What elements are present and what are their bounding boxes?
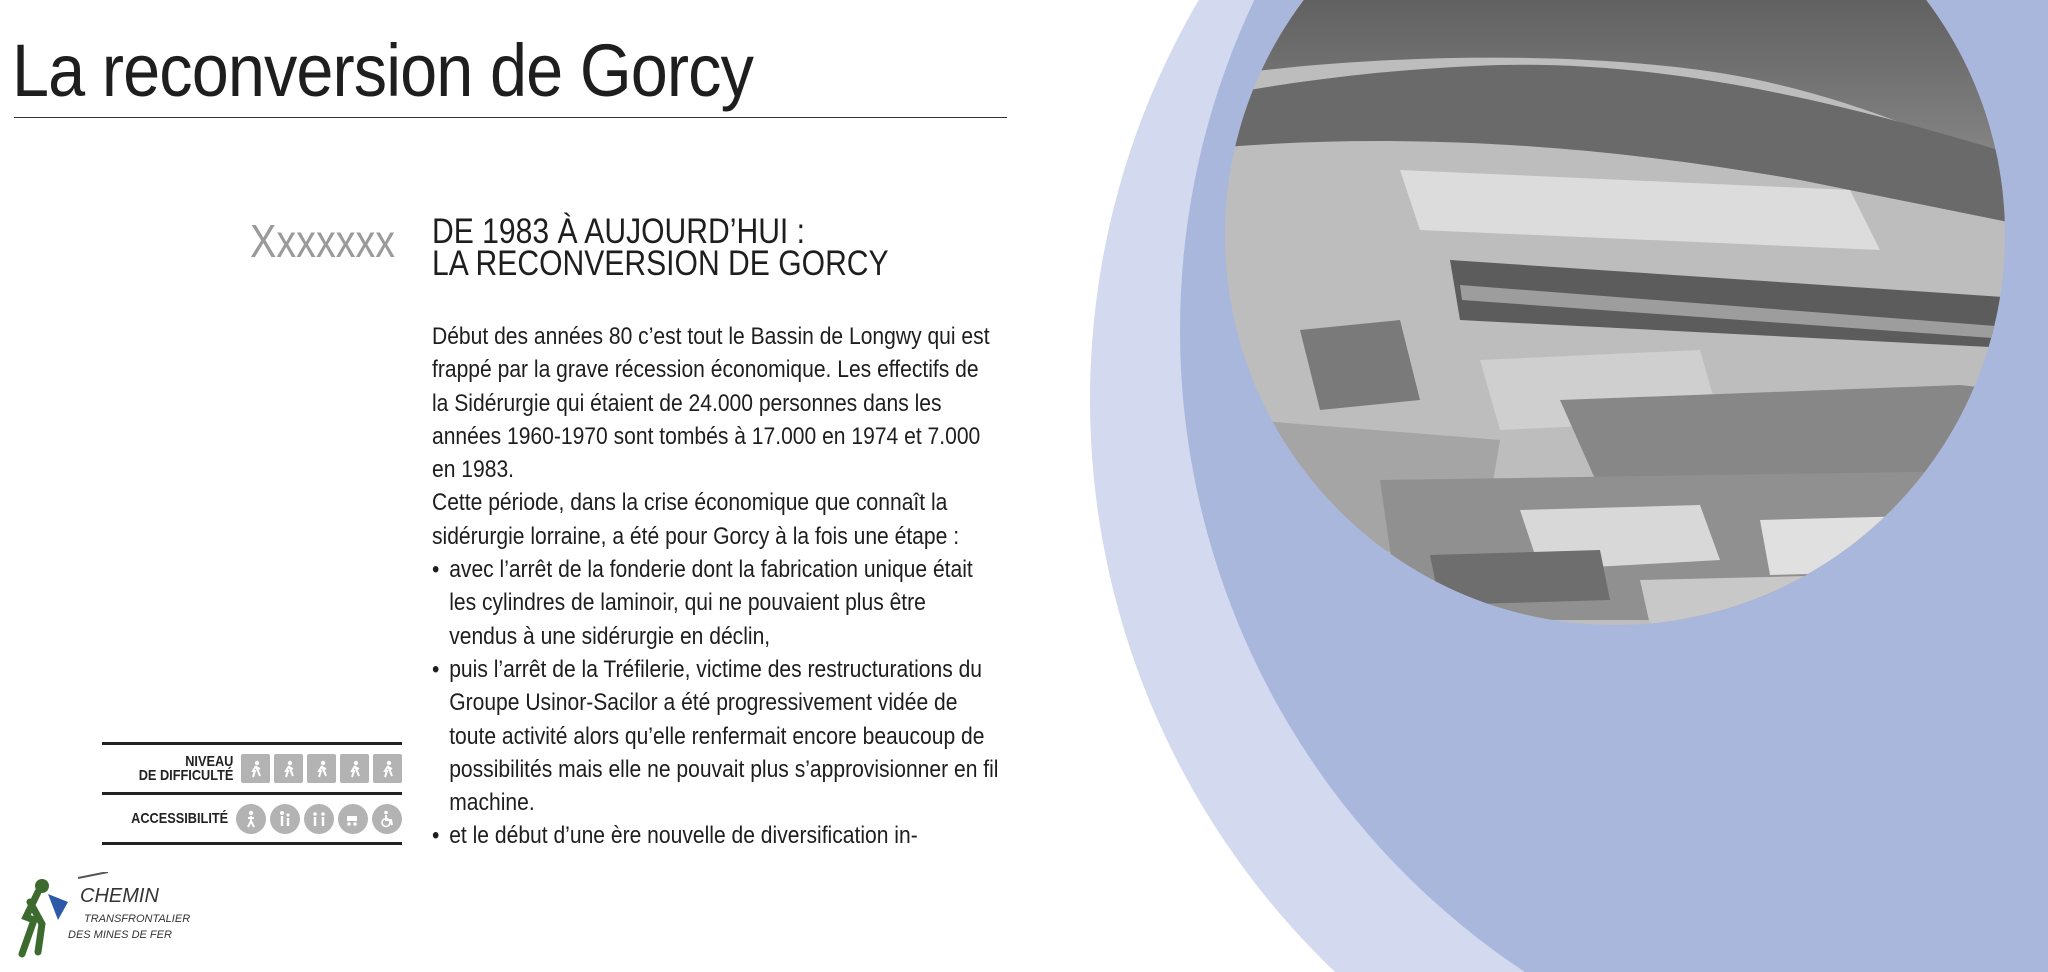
group-icon: [304, 804, 334, 834]
section-heading-line-1: DE 1983 À AUJOURD’HUI :: [432, 212, 806, 251]
accessibility-label: ACCESSIBILITÉ: [130, 809, 228, 827]
list-item: • avec l’arrêt de la fonderie dont la fabrication unique était les cylindres de laminoir, qui ne pouvaient plus être vendus à une sidérurgie en déclin,: [432, 553, 1000, 653]
walker-icon: [236, 804, 266, 834]
placeholder-heading: Xxxxxxx: [250, 215, 396, 267]
stroller-icon: [338, 804, 368, 834]
title-divider: [14, 117, 1007, 118]
paragraph-1: Début des années 80 c’est tout le Bassin de Longwy qui est frappé par la grave récession économique. Les effectifs de la Sidérurgie qui étaient de 24.000 personnes dans les années 1960-1970 sont tombés à 17.000 en 1974 et 7.000 en 1983.: [432, 323, 990, 484]
hiker-icon: [340, 754, 369, 783]
hiker-icon: [274, 754, 303, 783]
hiker-icon: [307, 754, 336, 783]
logo-text-line-2: TRANSFRONTALIER: [84, 913, 191, 925]
rating-divider: [102, 842, 402, 845]
article-body: [432, 320, 1000, 853]
difficulty-label-line-2: DE DIFFICULTÉ: [138, 766, 233, 784]
logo-text-line-3: DES MINES DE FER: [68, 929, 172, 941]
list-item: • puis l’arrêt de la Tréfilerie, victime des restructurations du Groupe Usinor-Sacilor a été progressivement vidée de toute activité alors qu’elle renfermait encore beaucoup de possibilités mais elle ne pouvait plus s’approvisionner en fil machine.: [432, 653, 1000, 819]
paragraph-2: Cette période, dans la crise économique que connaît la sidérurgie lorraine, a été pour Gorcy à la fois une étape :: [432, 489, 960, 550]
hiker-icon: [373, 754, 402, 783]
wheelchair-icon: [372, 804, 402, 834]
logo-text-line-1: CHEMIN: [80, 885, 159, 907]
list-item: • et le début d’une ère nouvelle de diversification in-: [432, 819, 1000, 852]
page-title: La reconversion de Gorcy: [12, 29, 753, 112]
difficulty-label-line-1: NIVEAU: [184, 752, 233, 770]
section-heading: [432, 212, 889, 283]
chemin-logo: [8, 872, 198, 962]
accessibility-row: [102, 795, 402, 842]
difficulty-label: [138, 752, 233, 784]
difficulty-icons: [241, 754, 402, 783]
hiker-icon: [241, 754, 270, 783]
family-icon: [270, 804, 300, 834]
rating-box: [102, 742, 402, 845]
section-heading-line-2: LA RECONVERSION DE GORCY: [432, 244, 889, 283]
accessibility-icons: [236, 804, 402, 834]
bullet-list: [432, 553, 1000, 853]
difficulty-row: [102, 745, 402, 792]
